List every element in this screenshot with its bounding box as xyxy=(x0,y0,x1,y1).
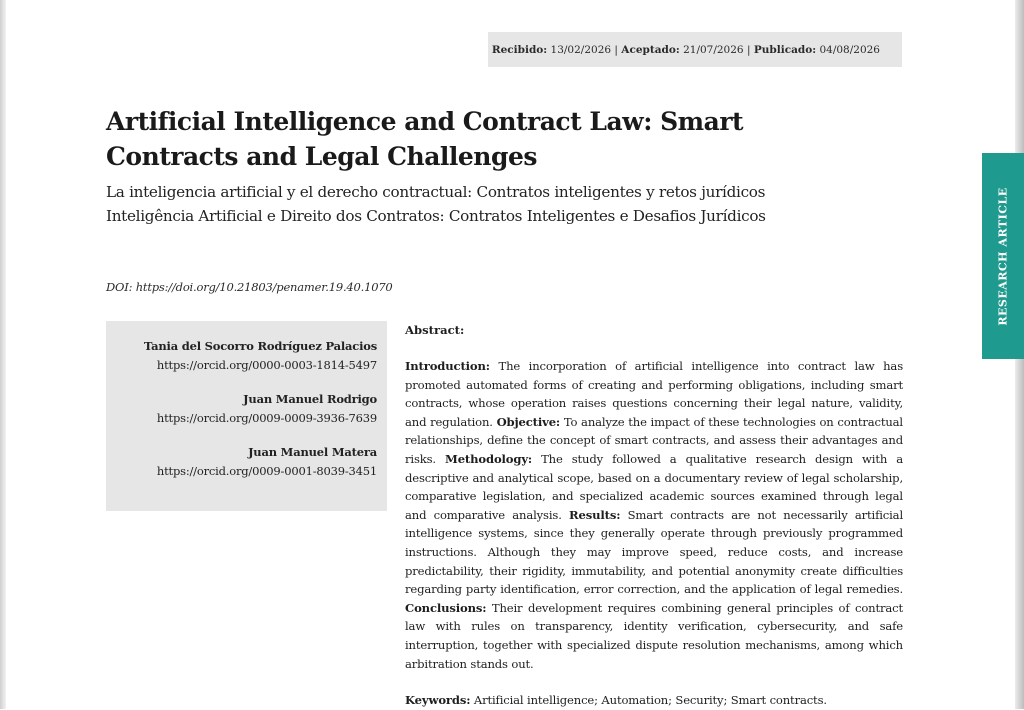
author-name: Juan Manuel Rodrigo xyxy=(243,392,377,406)
abstract-section xyxy=(405,321,903,710)
keywords-text: Artificial intelligence; Automation; Security; Smart contracts. xyxy=(473,693,827,708)
author-orcid-link[interactable]: https://orcid.org/0000-0003-1814-5497 xyxy=(156,357,377,372)
objective-text: To analyze the impact of these technologies on contractual relationships, define the concept of smart contracts, and assess their advantages and risks. xyxy=(405,414,903,466)
objective-label: Objective: xyxy=(496,414,561,429)
introduction-label: Introduction: xyxy=(405,359,490,373)
page-left-shadow xyxy=(0,0,6,709)
keywords-line xyxy=(405,691,903,710)
accepted-date: 21/07/2026 xyxy=(683,43,744,56)
author-entry xyxy=(106,337,377,374)
abstract-body xyxy=(405,357,903,673)
author-entry xyxy=(106,443,377,480)
portuguese-title: Inteligência Artificial e Direito dos Contratos: Contratos Inteligentes e Desafios Jurídicos xyxy=(106,207,766,225)
author-orcid-link[interactable]: https://orcid.org/0009-0001-8039-3451 xyxy=(156,463,377,478)
conclusions-label: Conclusions: xyxy=(405,600,487,615)
published-date: 04/08/2026 xyxy=(819,43,880,56)
author-name: Juan Manuel Matera xyxy=(248,445,377,459)
dates-separator: | xyxy=(746,43,751,56)
author-entry xyxy=(106,390,377,427)
published-label: Publicado: xyxy=(753,43,817,56)
introduction-text: The incorporation of artificial intelligence into contract law has promoted automated forms of creating and performing obligations, including smart contracts, whose operation raises questions concerning their legal nature, validity, and regulation. xyxy=(405,359,903,429)
author-orcid-link[interactable]: https://orcid.org/0009-0009-3936-7639 xyxy=(156,410,377,425)
dates-separator: | xyxy=(614,43,618,56)
results-text: Smart contracts are not necessarily artificial intelligence systems, since they generally operate through previously programmed instructions. Although they may improve speed, reduce costs, and increase predictability, their rigidity, immutability, and potential anonymity create difficulties regarding party identification, error correction, and the application of legal remedies. xyxy=(405,507,903,597)
abstract-heading: Abstract: xyxy=(405,323,465,337)
publication-dates-bar xyxy=(488,32,902,67)
results-label: Results: xyxy=(569,507,621,522)
methodology-text: The study followed a qualitative research design with a descriptive and analytical scope, based on a documentary review of legal scholarship, comparative legislation, and specialized academic sources examined through legal and comparative analysis. xyxy=(405,451,903,522)
methodology-label: Methodology: xyxy=(445,451,533,466)
conclusions-text: Their development requires combining general principles of contract law with rules on transparency, identity verification, cybersecurity, and safe interruption, together with specialized dispute resolution mechanisms, among which arbitration stands out. xyxy=(405,600,903,671)
section-tab xyxy=(982,153,1024,359)
accepted-label: Aceptado: xyxy=(621,43,680,56)
received-date: 13/02/2026 xyxy=(550,43,612,56)
received-label: Recibido: xyxy=(491,43,548,56)
keywords-label: Keywords: xyxy=(405,693,471,708)
section-tab-label: RESEARCH ARTICLE xyxy=(996,186,1010,326)
spanish-title: La inteligencia artificial y el derecho contractual: Contratos inteligentes y retos jurídicos xyxy=(106,183,766,201)
authors-box xyxy=(106,321,387,511)
author-name: Tania del Socorro Rodríguez Palacios xyxy=(143,339,377,353)
doi-link[interactable]: DOI: https://doi.org/10.21803/penamer.19.40.1070 xyxy=(106,280,393,294)
article-title: Artificial Intelligence and Contract Law: Smart Contracts and Legal Challenges xyxy=(106,107,744,171)
